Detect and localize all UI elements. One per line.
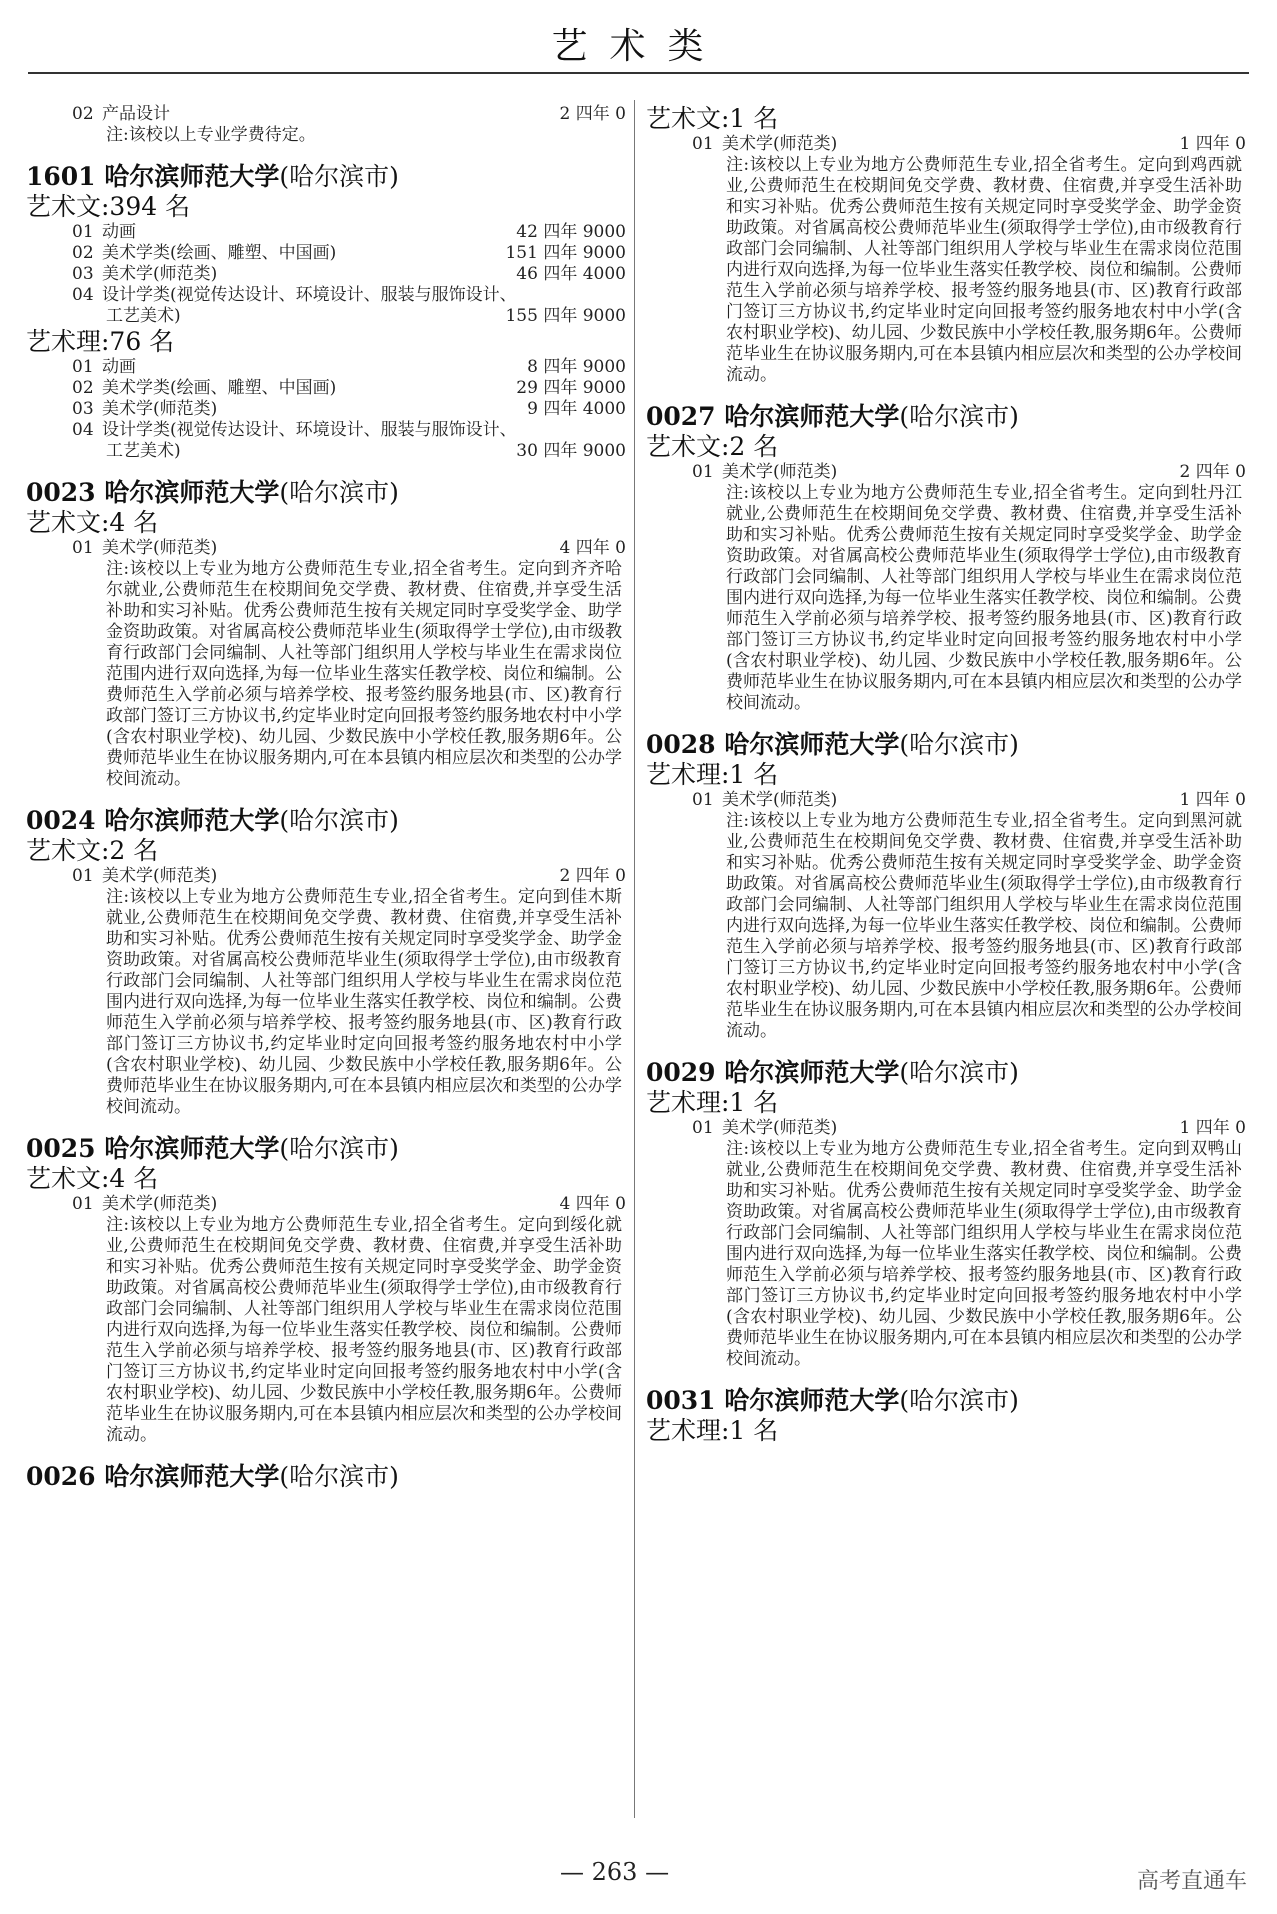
school-name: 哈尔滨师范大学 [724,730,900,759]
school-block [26,104,626,146]
major-name: 美术学(师范类) [722,462,838,482]
school-code: 0024 [26,806,96,835]
school-heading [646,402,1246,432]
major-quota: 2 四年 0 [559,104,626,124]
major-number: 01 [72,1194,94,1214]
major-name: 美术学(师范类) [102,264,218,284]
major-row [646,790,1246,811]
school-name: 哈尔滨师范大学 [724,402,900,431]
major-number: 03 [72,399,94,419]
school-city: (哈尔滨市) [279,478,399,507]
major-row [26,399,626,420]
major-name: 美术学类(绘画、雕塑、中国画) [102,243,337,263]
major-quota: 30 四年 9000 [516,441,626,461]
note-text: 注:该校以上专业为地方公费师范生专业,招全省考生。定向到鸡西就业,公费师范生在校期间免交学费、教材费、住宿费,并享受生活补助和实习补贴。优秀公费师范生按有关规定同时享受奖学金、助学金资助政策。对省属高校公费师范毕业生(须取得学士学位),由市级教育行政部门会同编制、人社等部门组织用人学校与毕业生在需求岗位范围内进行双向选择,为每一位毕业生落实任教学校、岗位和编制。公费师范生入学前必须与培养学校、报考签约服务地县(市、区)教育行政部门签订三方协议书,约定毕业时定向回报考签约服务地农村中小学(含农村职业学校)、幼儿园、少数民族中小学校任教,服务期6年。公费师范毕业生在协议服务期内,可在本县镇内相应层次和类型的公办学校间流动。 [726,155,1242,385]
major-quota: 4 四年 0 [559,1194,626,1214]
major-number: 01 [692,790,714,810]
major-row-cont [26,441,626,462]
school-city: (哈尔滨市) [279,1134,399,1163]
school-block [646,1058,1246,1370]
school-city: (哈尔滨市) [899,1058,1019,1087]
school-name: 哈尔滨师范大学 [104,806,280,835]
category-heading: 艺术理:1 名 [646,1416,779,1445]
school-block [646,402,1246,714]
major-number: 01 [72,222,94,242]
major-name: 美术学(师范类) [102,538,218,558]
school-heading [26,162,626,192]
major-quota: 4 四年 0 [559,538,626,558]
school-city: (哈尔滨市) [899,730,1019,759]
school-city: (哈尔滨市) [279,806,399,835]
major-number: 04 [72,420,94,440]
major-number: 01 [72,866,94,886]
school-code: 0031 [646,1386,716,1415]
school-code: 0025 [26,1134,96,1163]
school-code: 1601 [26,162,96,191]
major-number: 02 [72,243,94,263]
major-quota: 46 四年 4000 [516,264,626,284]
major-name: 美术学(师范类) [102,1194,218,1214]
note-text: 注:该校以上专业为地方公费师范生专业,招全省考生。定向到齐齐哈尔就业,公费师范生在校期间免交学费、教材费、住宿费,并享受生活补助和实习补贴。优秀公费师范生按有关规定同时享受奖学金、助学金资助政策。对省属高校公费师范毕业生(须取得学士学位),由市级教育行政部门会同编制、人社等部门组织用人学校与毕业生在需求岗位范围内进行双向选择,为每一位毕业生落实任教学校、岗位和编制。公费师范生入学前必须与培养学校、报考签约服务地县(市、区)教育行政部门签订三方协议书,约定毕业时定向回报考签约服务地农村中小学(含农村职业学校)、幼儿园、少数民族中小学校任教,服务期6年。公费师范毕业生在协议服务期内,可在本县镇内相应层次和类型的公办学校间流动。 [106,559,622,789]
note-text: 注:该校以上专业为地方公费师范生专业,招全省考生。定向到黑河就业,公费师范生在校期间免交学费、教材费、住宿费,并享受生活补助和实习补贴。优秀公费师范生按有关规定同时享受奖学金、助学金资助政策。对省属高校公费师范毕业生(须取得学士学位),由市级教育行政部门会同编制、人社等部门组织用人学校与毕业生在需求岗位范围内进行双向选择,为每一位毕业生落实任教学校、岗位和编制。公费师范生入学前必须与培养学校、报考签约服务地县(市、区)教育行政部门签订三方协议书,约定毕业时定向回报考签约服务地农村中小学(含农村职业学校)、幼儿园、少数民族中小学校任教,服务期6年。公费师范毕业生在协议服务期内,可在本县镇内相应层次和类型的公办学校间流动。 [726,811,1242,1041]
major-quota: 151 四年 9000 [505,243,626,263]
major-number: 04 [72,285,94,305]
major-quota: 155 四年 9000 [505,306,626,326]
school-heading [26,806,626,836]
major-number: 01 [72,538,94,558]
page-number: — 263 — [560,1858,670,1886]
note-text: 注:该校以上专业学费待定。 [106,125,316,145]
note-text: 注:该校以上专业为地方公费师范生专业,招全省考生。定向到双鸭山就业,公费师范生在校期间免交学费、教材费、住宿费,并享受生活补助和实习补贴。优秀公费师范生按有关规定同时享受奖学金、助学金资助政策。对省属高校公费师范毕业生(须取得学士学位),由市级教育行政部门会同编制、人社等部门组织用人学校与毕业生在需求岗位范围内进行双向选择,为每一位毕业生落实任教学校、岗位和编制。公费师范生入学前必须与培养学校、报考签约服务地县(市、区)教育行政部门签订三方协议书,约定毕业时定向回报考签约服务地农村中小学(含农村职业学校)、幼儿园、少数民族中小学校任教,服务期6年。公费师范毕业生在协议服务期内,可在本县镇内相应层次和类型的公办学校间流动。 [726,1139,1242,1369]
major-quota: 1 四年 0 [1179,790,1246,810]
category-heading: 艺术理:76 名 [26,327,175,356]
note-text: 注:该校以上专业为地方公费师范生专业,招全省考生。定向到绥化就业,公费师范生在校期间免交学费、教材费、住宿费,并享受生活补助和实习补贴。优秀公费师范生按有关规定同时享受奖学金、助学金资助政策。对省属高校公费师范毕业生(须取得学士学位),由市级教育行政部门会同编制、人社等部门组织用人学校与毕业生在需求岗位范围内进行双向选择,为每一位毕业生落实任教学校、岗位和编制。公费师范生入学前必须与培养学校、报考签约服务地县(市、区)教育行政部门签订三方协议书,约定毕业时定向回报考签约服务地农村中小学(含农村职业学校)、幼儿园、少数民族中小学校任教,服务期6年。公费师范毕业生在协议服务期内,可在本县镇内相应层次和类型的公办学校间流动。 [106,1215,622,1445]
column-divider [634,100,635,1818]
category-heading: 艺术文:2 名 [646,432,779,461]
school-code: 0027 [646,402,716,431]
major-row [26,866,626,887]
major-name-cont: 工艺美术) [106,306,181,326]
major-row [26,357,626,378]
school-block [646,104,1246,386]
major-name: 美术学(师范类) [102,399,218,419]
page-footer [0,1858,1277,1898]
school-block [26,1462,626,1492]
category-heading: 艺术理:1 名 [646,1088,779,1117]
school-heading [646,1058,1246,1088]
school-block [26,806,626,1118]
brand-watermark-text: 高考直通车 [1136,1869,1247,1894]
major-row [646,1118,1246,1139]
major-quota: 42 四年 9000 [516,222,626,242]
major-row [26,285,626,306]
school-block [646,730,1246,1042]
category-heading: 艺术文:394 名 [26,192,191,221]
major-number: 02 [72,104,94,124]
school-heading [26,478,626,508]
note-text: 注:该校以上专业为地方公费师范生专业,招全省考生。定向到佳木斯就业,公费师范生在校期间免交学费、教材费、住宿费,并享受生活补助和实习补贴。优秀公费师范生按有关规定同时享受奖学金、助学金资助政策。对省属高校公费师范毕业生(须取得学士学位),由市级教育行政部门会同编制、人社等部门组织用人学校与毕业生在需求岗位范围内进行双向选择,为每一位毕业生落实任教学校、岗位和编制。公费师范生入学前必须与培养学校、报考签约服务地县(市、区)教育行政部门签订三方协议书,约定毕业时定向回报考签约服务地农村中小学(含农村职业学校)、幼儿园、少数民族中小学校任教,服务期6年。公费师范毕业生在协议服务期内,可在本县镇内相应层次和类型的公办学校间流动。 [106,887,622,1117]
school-block [26,162,626,462]
school-heading [646,730,1246,760]
major-name: 产品设计 [102,104,170,124]
note-text: 注:该校以上专业为地方公费师范生专业,招全省考生。定向到牡丹江就业,公费师范生在校期间免交学费、教材费、住宿费,并享受生活补助和实习补贴。优秀公费师范生按有关规定同时享受奖学金、助学金资助政策。对省属高校公费师范毕业生(须取得学士学位),由市级教育行政部门会同编制、人社等部门组织用人学校与毕业生在需求岗位范围内进行双向选择,为每一位毕业生落实任教学校、岗位和编制。公费师范生入学前必须与培养学校、报考签约服务地县(市、区)教育行政部门签订三方协议书,约定毕业时定向回报考签约服务地农村中小学(含农村职业学校)、幼儿园、少数民族中小学校任教,服务期6年。公费师范毕业生在协议服务期内,可在本县镇内相应层次和类型的公办学校间流动。 [726,483,1242,713]
school-block [646,1386,1246,1446]
major-name: 设计学类(视觉传达设计、环境设计、服装与服饰设计、 [102,420,517,440]
major-name: 美术学(师范类) [722,134,838,154]
major-row [26,420,626,441]
major-row [26,264,626,285]
school-name: 哈尔滨师范大学 [724,1386,900,1415]
school-city: (哈尔滨市) [899,1386,1019,1415]
school-name: 哈尔滨师范大学 [724,1058,900,1087]
major-number: 01 [72,357,94,377]
category-heading: 艺术文:4 名 [26,1164,159,1193]
major-row [26,243,626,264]
major-number: 03 [72,264,94,284]
major-row [646,134,1246,155]
major-row-cont [26,306,626,327]
category-heading: 艺术理:1 名 [646,760,779,789]
school-code: 0023 [26,478,96,507]
school-city: (哈尔滨市) [279,162,399,191]
category-heading: 艺术文:1 名 [646,104,779,133]
major-name: 美术学(师范类) [722,1118,838,1138]
header-rule [28,72,1249,74]
major-quota: 8 四年 9000 [527,357,626,377]
school-block [26,478,626,790]
major-number: 01 [692,1118,714,1138]
major-name: 动画 [102,357,136,377]
major-quota: 1 四年 0 [1179,1118,1246,1138]
major-row [26,538,626,559]
school-name: 哈尔滨师范大学 [104,162,280,191]
school-name: 哈尔滨师范大学 [104,1462,280,1491]
school-code: 0026 [26,1462,96,1491]
major-row [646,462,1246,483]
page-title: 艺术类 [551,26,726,67]
major-quota: 2 四年 0 [559,866,626,886]
school-name: 哈尔滨师范大学 [104,1134,280,1163]
school-city: (哈尔滨市) [279,1462,399,1491]
school-heading [26,1134,626,1164]
major-row [26,104,626,125]
major-quota: 2 四年 0 [1179,462,1246,482]
major-row [26,378,626,399]
major-name: 设计学类(视觉传达设计、环境设计、服装与服饰设计、 [102,285,517,305]
school-city: (哈尔滨市) [899,402,1019,431]
major-number: 02 [72,378,94,398]
category-heading: 艺术文:2 名 [26,836,159,865]
school-name: 哈尔滨师范大学 [104,478,280,507]
left-column [26,104,626,1492]
school-heading [26,1462,626,1492]
major-number: 01 [692,462,714,482]
page-header [0,0,1277,80]
major-number: 01 [692,134,714,154]
major-name: 美术学(师范类) [102,866,218,886]
school-block [26,1134,626,1446]
major-row [26,1194,626,1215]
major-quota: 1 四年 0 [1179,134,1246,154]
major-name: 动画 [102,222,136,242]
major-quota: 29 四年 9000 [516,378,626,398]
major-name: 美术学(师范类) [722,790,838,810]
major-quota: 9 四年 4000 [527,399,626,419]
major-row [26,222,626,243]
school-code: 0029 [646,1058,716,1087]
school-code: 0028 [646,730,716,759]
right-column [646,104,1246,1446]
major-name: 美术学类(绘画、雕塑、中国画) [102,378,337,398]
school-heading [646,1386,1246,1416]
major-name-cont: 工艺美术) [106,441,181,461]
category-heading: 艺术文:4 名 [26,508,159,537]
